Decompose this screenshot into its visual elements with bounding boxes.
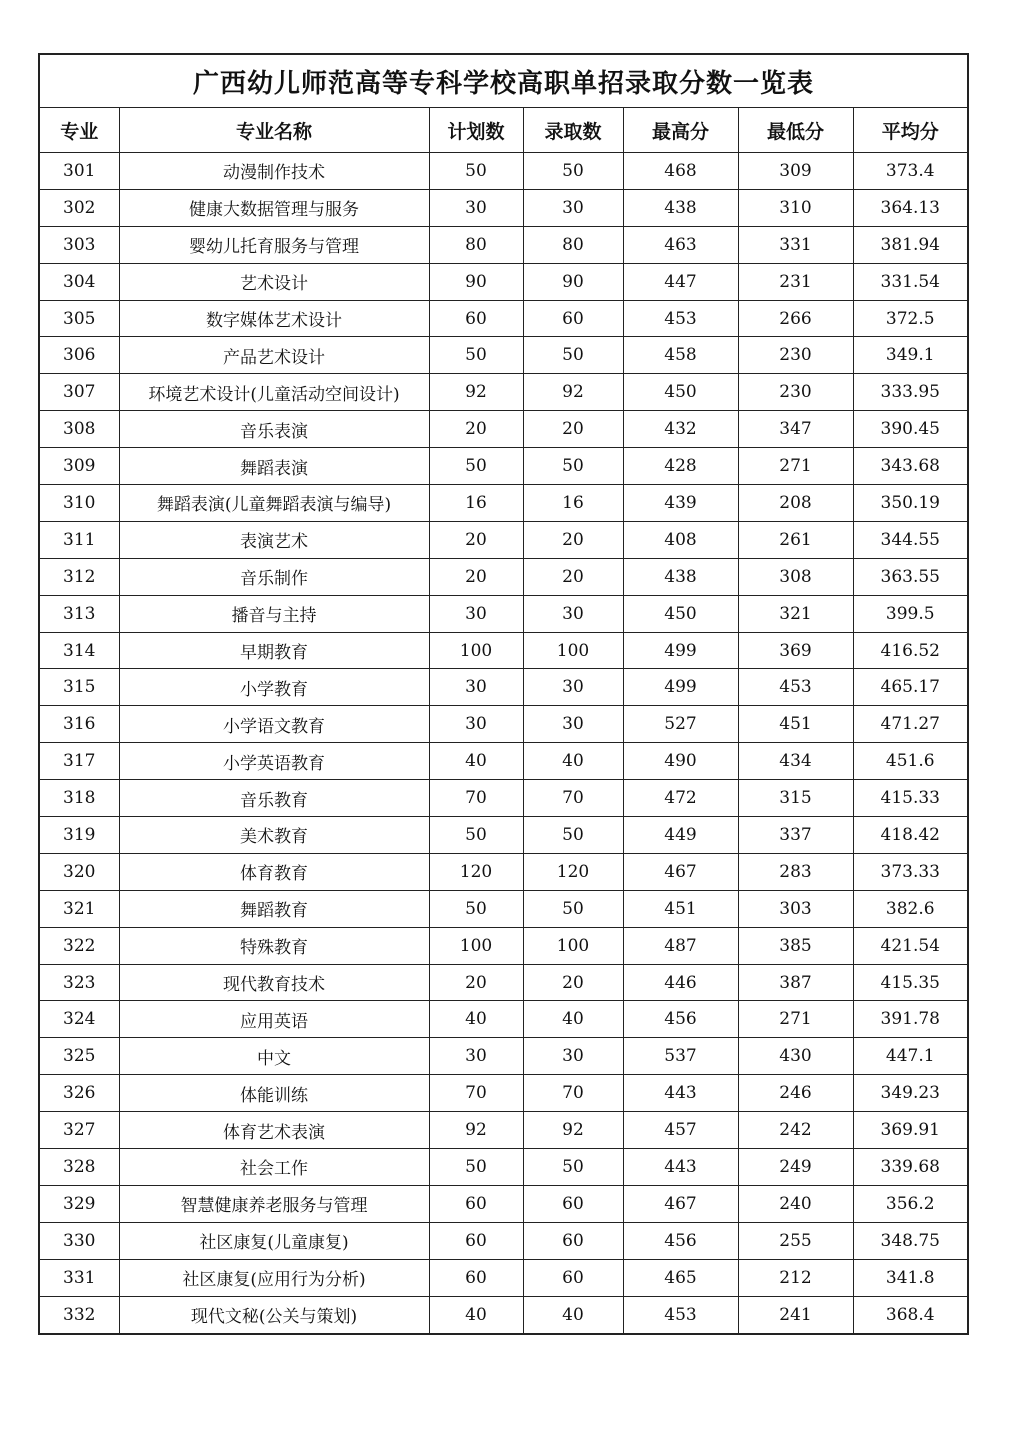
- cell-min-score: 230: [738, 337, 853, 374]
- cell-admitted-count: 120: [523, 853, 623, 890]
- cell-major-name: 早期教育: [119, 632, 429, 669]
- cell-admitted-count: 60: [523, 1259, 623, 1296]
- cell-admitted-count: 100: [523, 927, 623, 964]
- table-row: [39, 890, 968, 927]
- cell-min-score: 303: [738, 890, 853, 927]
- cell-admitted-count: 30: [523, 189, 623, 226]
- cell-min-score: 242: [738, 1112, 853, 1149]
- cell-plan-count: 60: [429, 1185, 523, 1222]
- cell-max-score: 432: [623, 411, 738, 448]
- cell-max-score: 467: [623, 853, 738, 890]
- admission-score-sheet: [38, 53, 967, 1335]
- cell-major-name: 舞蹈教育: [119, 890, 429, 927]
- cell-plan-count: 120: [429, 853, 523, 890]
- cell-code: 302: [39, 189, 119, 226]
- cell-min-score: 255: [738, 1222, 853, 1259]
- admission-score-table: [38, 53, 969, 1335]
- cell-avg-score: 368.4: [853, 1296, 968, 1333]
- cell-avg-score: 415.33: [853, 780, 968, 817]
- cell-max-score: 472: [623, 780, 738, 817]
- cell-code: 308: [39, 411, 119, 448]
- cell-admitted-count: 60: [523, 1222, 623, 1259]
- cell-code: 313: [39, 595, 119, 632]
- cell-max-score: 453: [623, 1296, 738, 1333]
- cell-min-score: 434: [738, 743, 853, 780]
- cell-code: 322: [39, 927, 119, 964]
- cell-major-name: 小学语文教育: [119, 706, 429, 743]
- cell-admitted-count: 60: [523, 300, 623, 337]
- cell-plan-count: 50: [429, 448, 523, 485]
- table-row: [39, 669, 968, 706]
- cell-code: 323: [39, 964, 119, 1001]
- table-row: [39, 1112, 968, 1149]
- table-row: [39, 189, 968, 226]
- header-max-score: 最高分: [623, 108, 738, 153]
- cell-min-score: 212: [738, 1259, 853, 1296]
- cell-code: 325: [39, 1038, 119, 1075]
- cell-major-name: 中文: [119, 1038, 429, 1075]
- cell-code: 331: [39, 1259, 119, 1296]
- cell-code: 304: [39, 263, 119, 300]
- cell-admitted-count: 70: [523, 1075, 623, 1112]
- cell-avg-score: 350.19: [853, 485, 968, 522]
- cell-code: 320: [39, 853, 119, 890]
- cell-avg-score: 339.68: [853, 1149, 968, 1186]
- cell-plan-count: 60: [429, 1222, 523, 1259]
- table-row: [39, 300, 968, 337]
- cell-min-score: 271: [738, 448, 853, 485]
- cell-admitted-count: 20: [523, 521, 623, 558]
- table-row: [39, 853, 968, 890]
- cell-major-name: 艺术设计: [119, 263, 429, 300]
- cell-max-score: 527: [623, 706, 738, 743]
- cell-plan-count: 30: [429, 595, 523, 632]
- cell-avg-score: 381.94: [853, 226, 968, 263]
- cell-plan-count: 16: [429, 485, 523, 522]
- cell-min-score: 208: [738, 485, 853, 522]
- header-plan-count: 计划数: [429, 108, 523, 153]
- cell-avg-score: 447.1: [853, 1038, 968, 1075]
- table-row: [39, 226, 968, 263]
- cell-max-score: 487: [623, 927, 738, 964]
- cell-plan-count: 90: [429, 263, 523, 300]
- cell-code: 303: [39, 226, 119, 263]
- cell-admitted-count: 30: [523, 706, 623, 743]
- cell-code: 306: [39, 337, 119, 374]
- cell-plan-count: 92: [429, 374, 523, 411]
- cell-code: 307: [39, 374, 119, 411]
- cell-min-score: 266: [738, 300, 853, 337]
- cell-max-score: 449: [623, 817, 738, 854]
- cell-max-score: 447: [623, 263, 738, 300]
- cell-admitted-count: 30: [523, 595, 623, 632]
- cell-major-name: 动漫制作技术: [119, 153, 429, 190]
- cell-admitted-count: 80: [523, 226, 623, 263]
- cell-code: 317: [39, 743, 119, 780]
- cell-min-score: 430: [738, 1038, 853, 1075]
- cell-admitted-count: 20: [523, 964, 623, 1001]
- cell-code: 315: [39, 669, 119, 706]
- header-row: [39, 108, 968, 153]
- cell-major-name: 婴幼儿托育服务与管理: [119, 226, 429, 263]
- cell-max-score: 428: [623, 448, 738, 485]
- cell-min-score: 230: [738, 374, 853, 411]
- cell-major-name: 特殊教育: [119, 927, 429, 964]
- cell-max-score: 438: [623, 189, 738, 226]
- cell-plan-count: 20: [429, 521, 523, 558]
- cell-min-score: 451: [738, 706, 853, 743]
- cell-avg-score: 372.5: [853, 300, 968, 337]
- cell-max-score: 463: [623, 226, 738, 263]
- cell-max-score: 499: [623, 632, 738, 669]
- cell-admitted-count: 90: [523, 263, 623, 300]
- cell-avg-score: 373.33: [853, 853, 968, 890]
- cell-max-score: 458: [623, 337, 738, 374]
- cell-major-name: 健康大数据管理与服务: [119, 189, 429, 226]
- cell-admitted-count: 50: [523, 1149, 623, 1186]
- cell-max-score: 443: [623, 1149, 738, 1186]
- table-row: [39, 706, 968, 743]
- cell-major-name: 舞蹈表演: [119, 448, 429, 485]
- table-row: [39, 1149, 968, 1186]
- cell-avg-score: 471.27: [853, 706, 968, 743]
- cell-min-score: 249: [738, 1149, 853, 1186]
- header-code: 专业: [39, 108, 119, 153]
- cell-admitted-count: 50: [523, 890, 623, 927]
- cell-major-name: 社会工作: [119, 1149, 429, 1186]
- cell-min-score: 240: [738, 1185, 853, 1222]
- cell-avg-score: 364.13: [853, 189, 968, 226]
- cell-code: 310: [39, 485, 119, 522]
- cell-code: 326: [39, 1075, 119, 1112]
- cell-max-score: 468: [623, 153, 738, 190]
- cell-major-name: 音乐制作: [119, 558, 429, 595]
- header-min-score: 最低分: [738, 108, 853, 153]
- cell-max-score: 439: [623, 485, 738, 522]
- cell-plan-count: 60: [429, 1259, 523, 1296]
- cell-min-score: 310: [738, 189, 853, 226]
- cell-code: 329: [39, 1185, 119, 1222]
- table-row: [39, 411, 968, 448]
- cell-major-name: 音乐教育: [119, 780, 429, 817]
- cell-code: 301: [39, 153, 119, 190]
- cell-avg-score: 343.68: [853, 448, 968, 485]
- cell-max-score: 456: [623, 1001, 738, 1038]
- cell-major-name: 播音与主持: [119, 595, 429, 632]
- cell-major-name: 小学教育: [119, 669, 429, 706]
- cell-min-score: 246: [738, 1075, 853, 1112]
- cell-avg-score: 451.6: [853, 743, 968, 780]
- cell-code: 316: [39, 706, 119, 743]
- cell-min-score: 308: [738, 558, 853, 595]
- cell-code: 309: [39, 448, 119, 485]
- cell-min-score: 315: [738, 780, 853, 817]
- table-row: [39, 263, 968, 300]
- cell-avg-score: 421.54: [853, 927, 968, 964]
- table-row: [39, 1222, 968, 1259]
- cell-min-score: 271: [738, 1001, 853, 1038]
- cell-avg-score: 416.52: [853, 632, 968, 669]
- cell-admitted-count: 100: [523, 632, 623, 669]
- cell-plan-count: 100: [429, 632, 523, 669]
- cell-admitted-count: 50: [523, 337, 623, 374]
- cell-code: 332: [39, 1296, 119, 1333]
- cell-plan-count: 50: [429, 153, 523, 190]
- cell-code: 305: [39, 300, 119, 337]
- cell-max-score: 499: [623, 669, 738, 706]
- table-row: [39, 743, 968, 780]
- cell-avg-score: 415.35: [853, 964, 968, 1001]
- cell-plan-count: 50: [429, 1149, 523, 1186]
- cell-avg-score: 341.8: [853, 1259, 968, 1296]
- cell-avg-score: 348.75: [853, 1222, 968, 1259]
- header-major-name: 专业名称: [119, 108, 429, 153]
- cell-avg-score: 418.42: [853, 817, 968, 854]
- cell-max-score: 446: [623, 964, 738, 1001]
- cell-min-score: 309: [738, 153, 853, 190]
- cell-avg-score: 391.78: [853, 1001, 968, 1038]
- cell-code: 311: [39, 521, 119, 558]
- table-row: [39, 521, 968, 558]
- cell-plan-count: 60: [429, 300, 523, 337]
- cell-major-name: 现代文秘(公关与策划): [119, 1296, 429, 1333]
- cell-admitted-count: 92: [523, 374, 623, 411]
- cell-admitted-count: 40: [523, 1296, 623, 1333]
- cell-max-score: 457: [623, 1112, 738, 1149]
- cell-avg-score: 382.6: [853, 890, 968, 927]
- cell-plan-count: 70: [429, 1075, 523, 1112]
- header-avg-score: 平均分: [853, 108, 968, 153]
- cell-max-score: 490: [623, 743, 738, 780]
- cell-code: 318: [39, 780, 119, 817]
- table-row: [39, 374, 968, 411]
- cell-max-score: 453: [623, 300, 738, 337]
- cell-plan-count: 30: [429, 1038, 523, 1075]
- table-row: [39, 817, 968, 854]
- cell-avg-score: 344.55: [853, 521, 968, 558]
- cell-major-name: 数字媒体艺术设计: [119, 300, 429, 337]
- cell-admitted-count: 20: [523, 558, 623, 595]
- cell-min-score: 385: [738, 927, 853, 964]
- cell-code: 327: [39, 1112, 119, 1149]
- cell-major-name: 产品艺术设计: [119, 337, 429, 374]
- cell-min-score: 369: [738, 632, 853, 669]
- cell-code: 314: [39, 632, 119, 669]
- cell-admitted-count: 50: [523, 153, 623, 190]
- cell-plan-count: 70: [429, 780, 523, 817]
- cell-major-name: 社区康复(应用行为分析): [119, 1259, 429, 1296]
- table-row: [39, 485, 968, 522]
- cell-min-score: 331: [738, 226, 853, 263]
- cell-code: 330: [39, 1222, 119, 1259]
- cell-max-score: 467: [623, 1185, 738, 1222]
- cell-major-name: 体能训练: [119, 1075, 429, 1112]
- cell-major-name: 社区康复(儿童康复): [119, 1222, 429, 1259]
- cell-plan-count: 30: [429, 706, 523, 743]
- table-row: [39, 153, 968, 190]
- cell-admitted-count: 20: [523, 411, 623, 448]
- cell-max-score: 465: [623, 1259, 738, 1296]
- table-row: [39, 780, 968, 817]
- cell-admitted-count: 50: [523, 817, 623, 854]
- table-row: [39, 337, 968, 374]
- cell-min-score: 231: [738, 263, 853, 300]
- cell-admitted-count: 30: [523, 1038, 623, 1075]
- cell-plan-count: 20: [429, 411, 523, 448]
- cell-min-score: 321: [738, 595, 853, 632]
- table-row: [39, 1075, 968, 1112]
- cell-major-name: 表演艺术: [119, 521, 429, 558]
- cell-plan-count: 40: [429, 1001, 523, 1038]
- cell-plan-count: 30: [429, 189, 523, 226]
- table-row: [39, 1001, 968, 1038]
- cell-plan-count: 100: [429, 927, 523, 964]
- cell-plan-count: 40: [429, 1296, 523, 1333]
- table-row: [39, 927, 968, 964]
- cell-min-score: 453: [738, 669, 853, 706]
- cell-min-score: 347: [738, 411, 853, 448]
- table-row: [39, 1259, 968, 1296]
- table-row: [39, 1185, 968, 1222]
- table-row: [39, 448, 968, 485]
- cell-major-name: 智慧健康养老服务与管理: [119, 1185, 429, 1222]
- cell-code: 319: [39, 817, 119, 854]
- cell-admitted-count: 40: [523, 743, 623, 780]
- cell-major-name: 体育艺术表演: [119, 1112, 429, 1149]
- cell-admitted-count: 16: [523, 485, 623, 522]
- cell-max-score: 451: [623, 890, 738, 927]
- cell-major-name: 体育教育: [119, 853, 429, 890]
- table-row: [39, 632, 968, 669]
- cell-major-name: 音乐表演: [119, 411, 429, 448]
- table-row: [39, 1038, 968, 1075]
- cell-code: 328: [39, 1149, 119, 1186]
- cell-code: 312: [39, 558, 119, 595]
- cell-plan-count: 80: [429, 226, 523, 263]
- cell-max-score: 438: [623, 558, 738, 595]
- cell-min-score: 337: [738, 817, 853, 854]
- cell-major-name: 应用英语: [119, 1001, 429, 1038]
- cell-admitted-count: 92: [523, 1112, 623, 1149]
- cell-avg-score: 349.1: [853, 337, 968, 374]
- cell-major-name: 舞蹈表演(儿童舞蹈表演与编导): [119, 485, 429, 522]
- cell-max-score: 537: [623, 1038, 738, 1075]
- cell-plan-count: 20: [429, 558, 523, 595]
- cell-max-score: 450: [623, 595, 738, 632]
- cell-min-score: 261: [738, 521, 853, 558]
- cell-major-name: 现代教育技术: [119, 964, 429, 1001]
- cell-admitted-count: 50: [523, 448, 623, 485]
- table-row: [39, 595, 968, 632]
- table-body: [39, 153, 968, 1334]
- cell-max-score: 450: [623, 374, 738, 411]
- cell-admitted-count: 40: [523, 1001, 623, 1038]
- cell-admitted-count: 70: [523, 780, 623, 817]
- cell-avg-score: 390.45: [853, 411, 968, 448]
- cell-plan-count: 40: [429, 743, 523, 780]
- cell-avg-score: 356.2: [853, 1185, 968, 1222]
- cell-plan-count: 30: [429, 669, 523, 706]
- cell-min-score: 283: [738, 853, 853, 890]
- cell-avg-score: 363.55: [853, 558, 968, 595]
- cell-major-name: 环境艺术设计(儿童活动空间设计): [119, 374, 429, 411]
- cell-max-score: 456: [623, 1222, 738, 1259]
- cell-major-name: 小学英语教育: [119, 743, 429, 780]
- cell-plan-count: 50: [429, 890, 523, 927]
- cell-admitted-count: 30: [523, 669, 623, 706]
- table-row: [39, 964, 968, 1001]
- cell-plan-count: 20: [429, 964, 523, 1001]
- cell-avg-score: 399.5: [853, 595, 968, 632]
- table-row: [39, 1296, 968, 1333]
- cell-max-score: 443: [623, 1075, 738, 1112]
- cell-min-score: 241: [738, 1296, 853, 1333]
- cell-avg-score: 369.91: [853, 1112, 968, 1149]
- cell-avg-score: 333.95: [853, 374, 968, 411]
- cell-max-score: 408: [623, 521, 738, 558]
- cell-plan-count: 50: [429, 337, 523, 374]
- cell-avg-score: 373.4: [853, 153, 968, 190]
- table-title: 广西幼儿师范高等专科学校高职单招录取分数一览表: [39, 54, 968, 108]
- cell-avg-score: 465.17: [853, 669, 968, 706]
- table-row: [39, 558, 968, 595]
- cell-avg-score: 349.23: [853, 1075, 968, 1112]
- cell-plan-count: 92: [429, 1112, 523, 1149]
- cell-code: 324: [39, 1001, 119, 1038]
- cell-major-name: 美术教育: [119, 817, 429, 854]
- cell-code: 321: [39, 890, 119, 927]
- cell-min-score: 387: [738, 964, 853, 1001]
- cell-avg-score: 331.54: [853, 263, 968, 300]
- header-admitted-count: 录取数: [523, 108, 623, 153]
- cell-admitted-count: 60: [523, 1185, 623, 1222]
- cell-plan-count: 50: [429, 817, 523, 854]
